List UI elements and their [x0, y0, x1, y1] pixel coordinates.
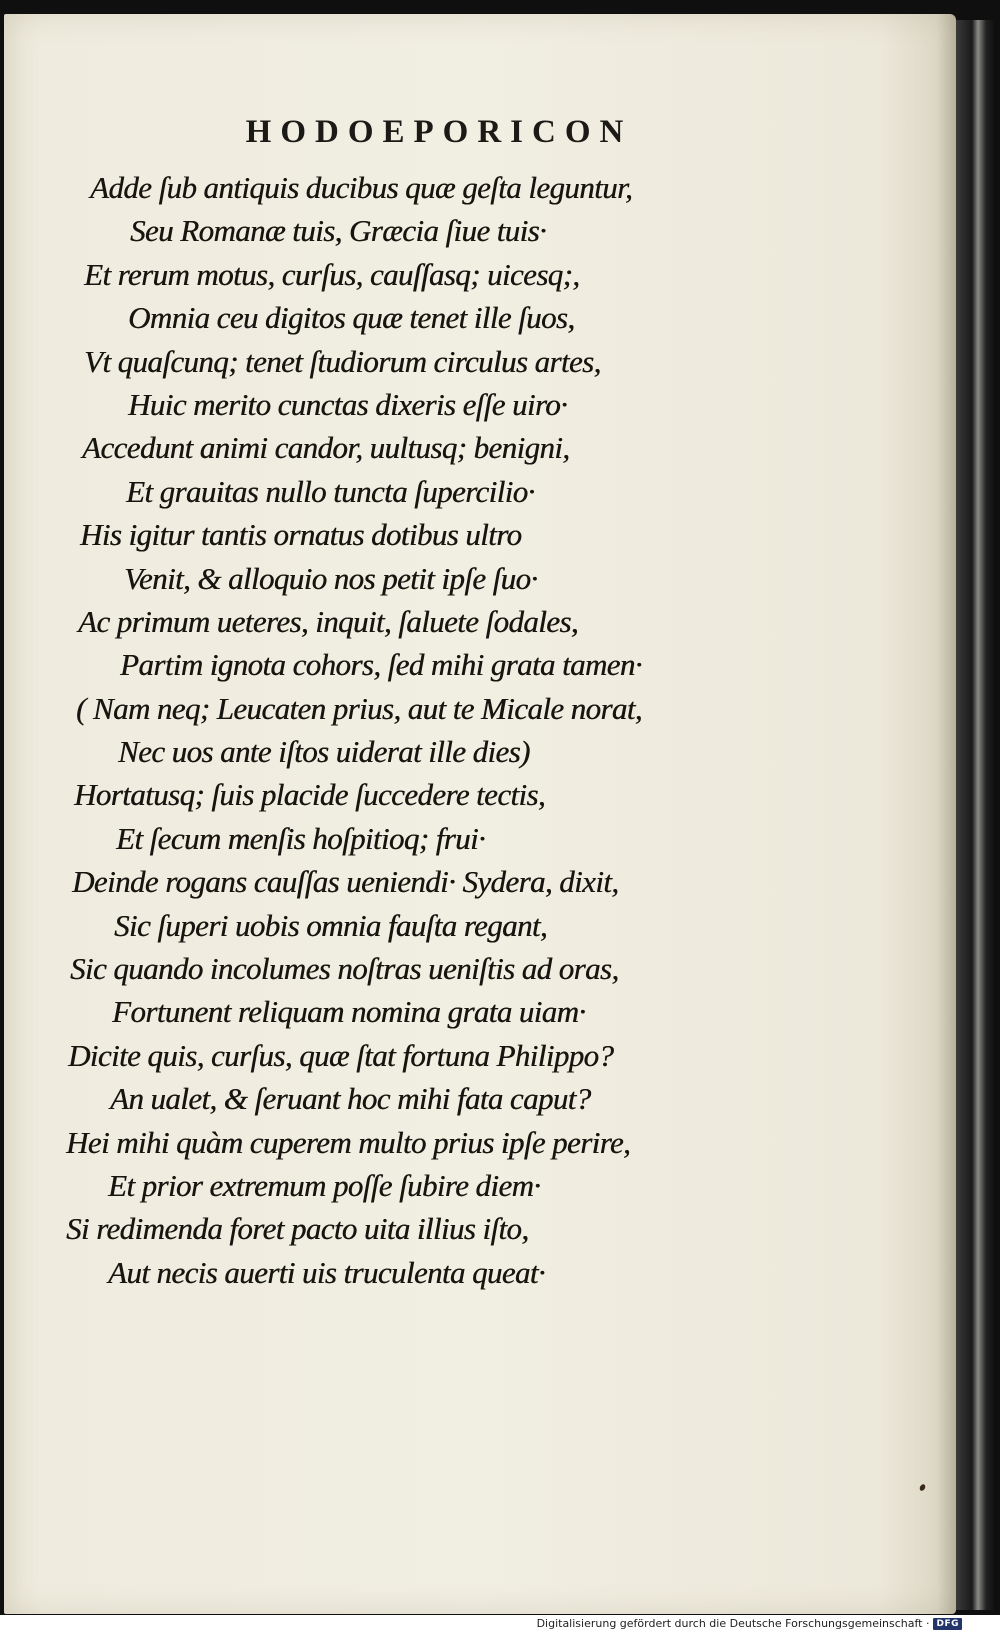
verse-line: ( Nam neq; Leucaten prius, aut te Micale norat, [76, 690, 642, 726]
verse-line: Accedunt animi candor, uultusq; benigni, [82, 430, 570, 466]
verse-line: Omnia ceu digitos quæ tenet ille ſuos, [128, 300, 575, 336]
verse-line: Si redimenda foret pacto uita illius iſto, [66, 1211, 529, 1247]
verse-line: Et rerum motus, curſus, cauſſasq; uicesq;, [84, 256, 580, 292]
verse-line: Et grauitas nullo tuncta ſupercilio· [126, 473, 535, 509]
verse-line: Venit, & alloquio nos petit ipſe ſuo· [124, 560, 538, 596]
verse-line: Hortatusq; ſuis placide ſuccedere tectis, [74, 777, 545, 813]
verse-line: Vt quaſcunq; tenet ſtudiorum circulus artes, [84, 343, 601, 379]
verse-line: Et ſecum menſis hoſpitioq; frui· [116, 820, 486, 856]
verse-line: Sic ſuperi uobis omnia fauſta regant, [114, 907, 548, 943]
verse-line: Sic quando incolumes noſtras ueniſtis ad oras, [70, 951, 619, 987]
verse-line: Huic merito cunctas dixeris eſſe uiro· [128, 386, 568, 422]
credit-text: Digitalisierung gefördert durch die Deutsche Forschungsgemeinschaft · [536, 1617, 930, 1630]
digitization-credit [537, 1617, 962, 1630]
verse-line: Nec uos ante iſtos uiderat ille dies) [118, 734, 530, 770]
verse-line: Seu Romanæ tuis, Græcia ſiue tuis· [130, 213, 547, 249]
verse-line: Ac primum ueteres, inquit, ſaluete ſodales, [78, 603, 578, 639]
verse-line: Fortunent reliquam nomina grata uiam· [112, 994, 586, 1030]
verse-line: Et prior extremum poſſe ſubire diem· [108, 1167, 541, 1203]
verse-line: Adde ſub antiquis ducibus quæ geſta leguntur, [90, 170, 633, 205]
verse-line: Deinde rogans cauſſas ueniendi· Sydera, dixit, [72, 864, 619, 900]
dfg-logo: DFG [933, 1618, 962, 1630]
verse-line: Partim ignota cohors, ſed mihi grata tamen· [120, 647, 642, 683]
ink-speck [919, 1483, 927, 1492]
verse-line: Dicite quis, curſus, quæ ſtat fortuna Philippo? [68, 1037, 614, 1073]
verse-line: His igitur tantis ornatus dotibus ultro [80, 517, 522, 553]
verse-line: Aut necis auerti uis truculenta queat· [108, 1254, 545, 1290]
verse-line: Hei mihi quàm cuperem multo prius ipſe perire, [66, 1124, 631, 1160]
book-page [4, 14, 956, 1614]
running-head: HODOEPORICON [245, 114, 633, 150]
book-edge [956, 20, 996, 1610]
verse-line: An ualet, & ſeruant hoc mihi fata caput? [110, 1081, 591, 1117]
poem [4, 166, 904, 1294]
